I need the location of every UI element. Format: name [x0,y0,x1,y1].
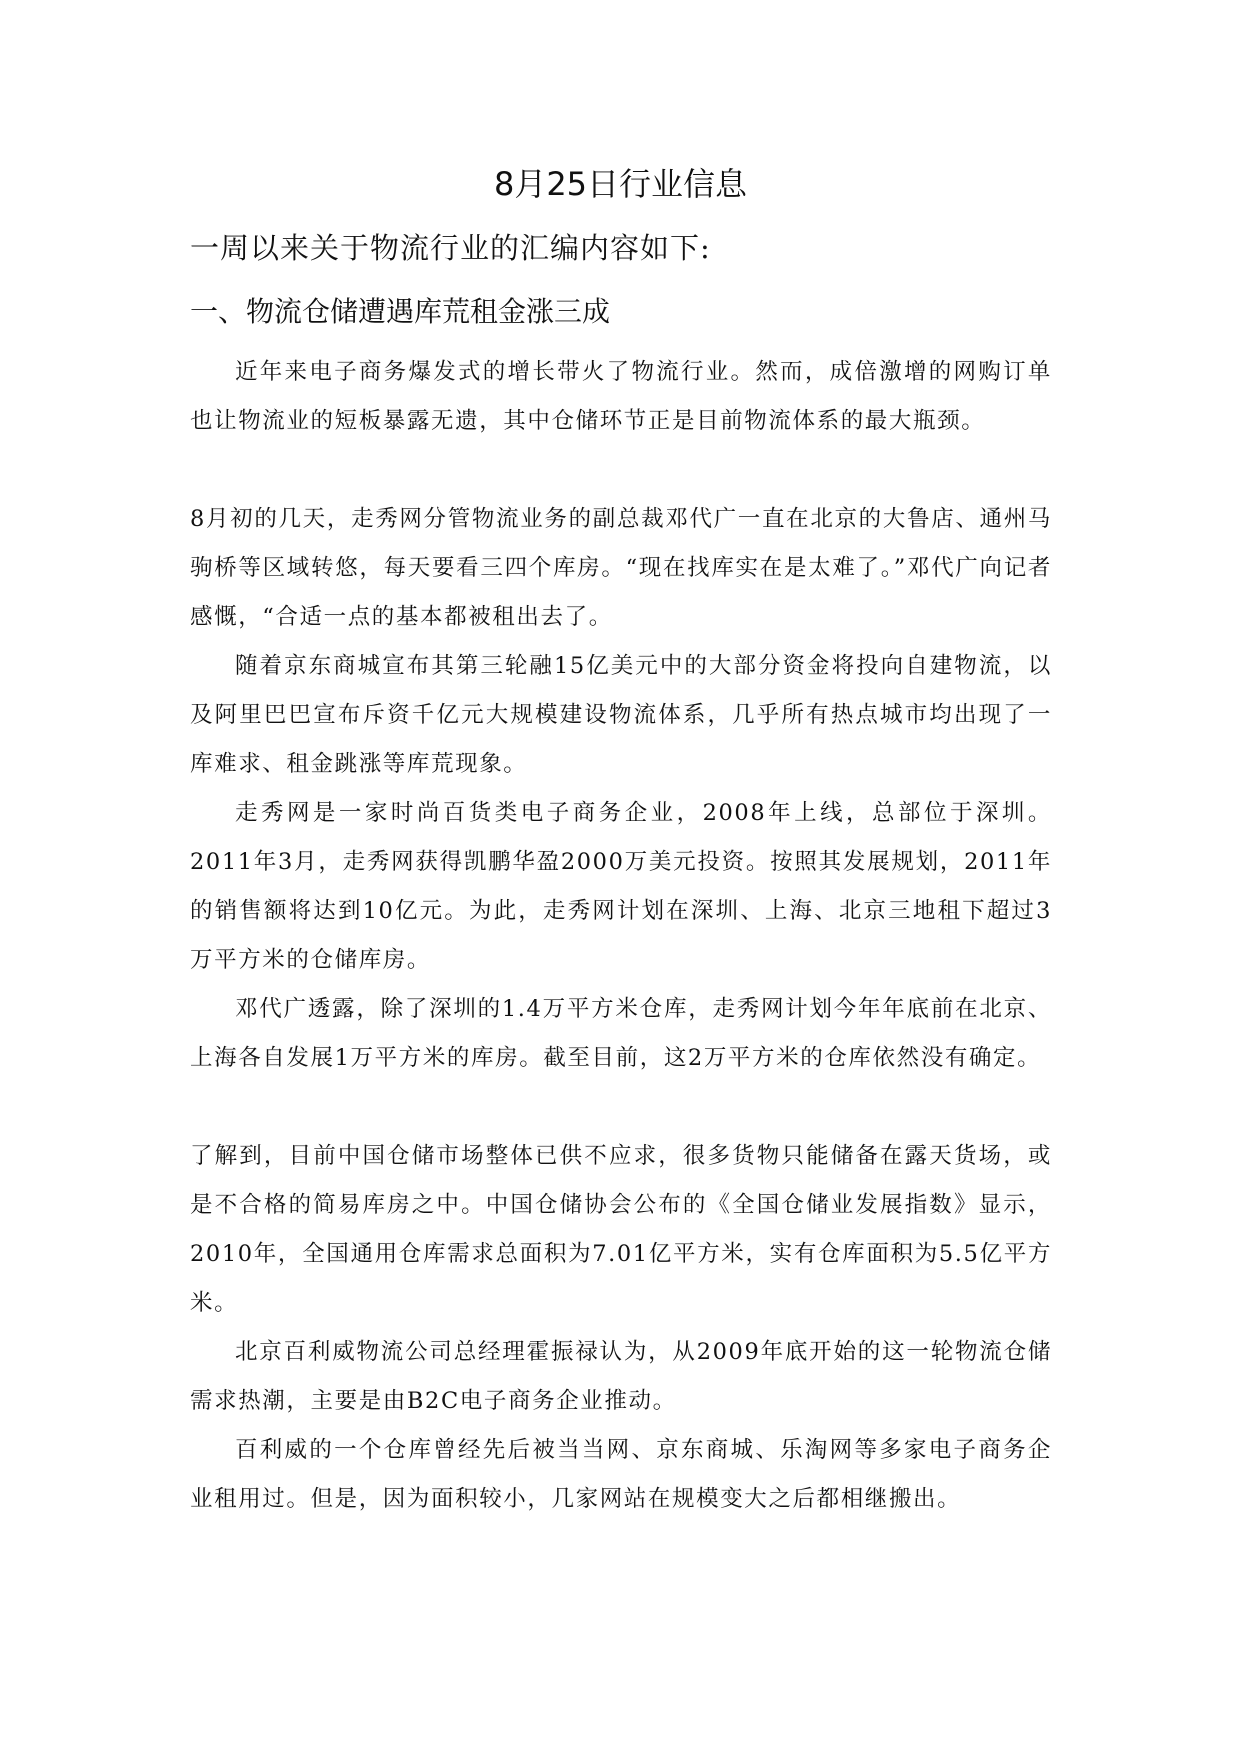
paragraph: 了解到，目前中国仓储市场整体已供不应求，很多货物只能储备在露天货场，或是不合格的简易库房之中。中国仓储协会公布的《全国仓储业发展指数》显示，2010年，全国通用仓库需求总面积为7.01亿平方米，实有仓库面积为5.5亿平方米。 [190,1143,1052,1316]
intro-line: 一周以来关于物流行业的汇编内容如下: [190,231,711,265]
paragraph: 走秀网是一家时尚百货类电子商务企业，2008年上线，总部位于深圳。2011年3月，走秀网获得凯鹏华盈2000万美元投资。按照其发展规划，2011年的销售额将达到10亿元。为此，走秀网计划在深圳、上海、北京三地租下超过3万平方米的仓储库房。 [190,800,1052,973]
paragraph: 邓代广透露，除了深圳的1.4万平方米仓库，走秀网计划今年年底前在北京、上海各自发展1万平方米的库房。截至目前，这2万平方米的仓库依然没有确定。 [190,996,1052,1071]
paragraph: 北京百利威物流公司总经理霍振禄认为，从2009年底开始的这一轮物流仓储需求热潮，主要是由B2C电子商务企业推动。 [190,1339,1052,1414]
document-title: 8月25日行业信息 [493,165,748,203]
paragraph: 8月初的几天，走秀网分管物流业务的副总裁邓代广一直在北京的大鲁店、通州马驹桥等区域转悠，每天要看三四个库房。“现在找库实在是太难了。”邓代广向记者感慨，“合适一点的基本都被租出去了。 [190,506,1052,630]
paragraph: 近年来电子商务爆发式的增长带火了物流行业。然而，成倍激增的网购订单也让物流业的短板暴露无遗，其中仓储环节正是目前物流体系的最大瓶颈。 [190,359,1052,434]
body-text [190,348,1052,1524]
section-heading: 一、物流仓储遭遇库荒租金涨三成 [190,295,611,328]
paragraph: 随着京东商城宣布其第三轮融15亿美元中的大部分资金将投向自建物流，以及阿里巴巴宣布斥资千亿元大规模建设物流体系，几乎所有热点城市均出现了一库难求、租金跳涨等库荒现象。 [190,653,1052,777]
paragraph: 百利威的一个仓库曾经先后被当当网、京东商城、乐淘网等多家电子商务企业租用过。但是，因为面积较小，几家网站在规模变大之后都相继搬出。 [190,1437,1052,1512]
